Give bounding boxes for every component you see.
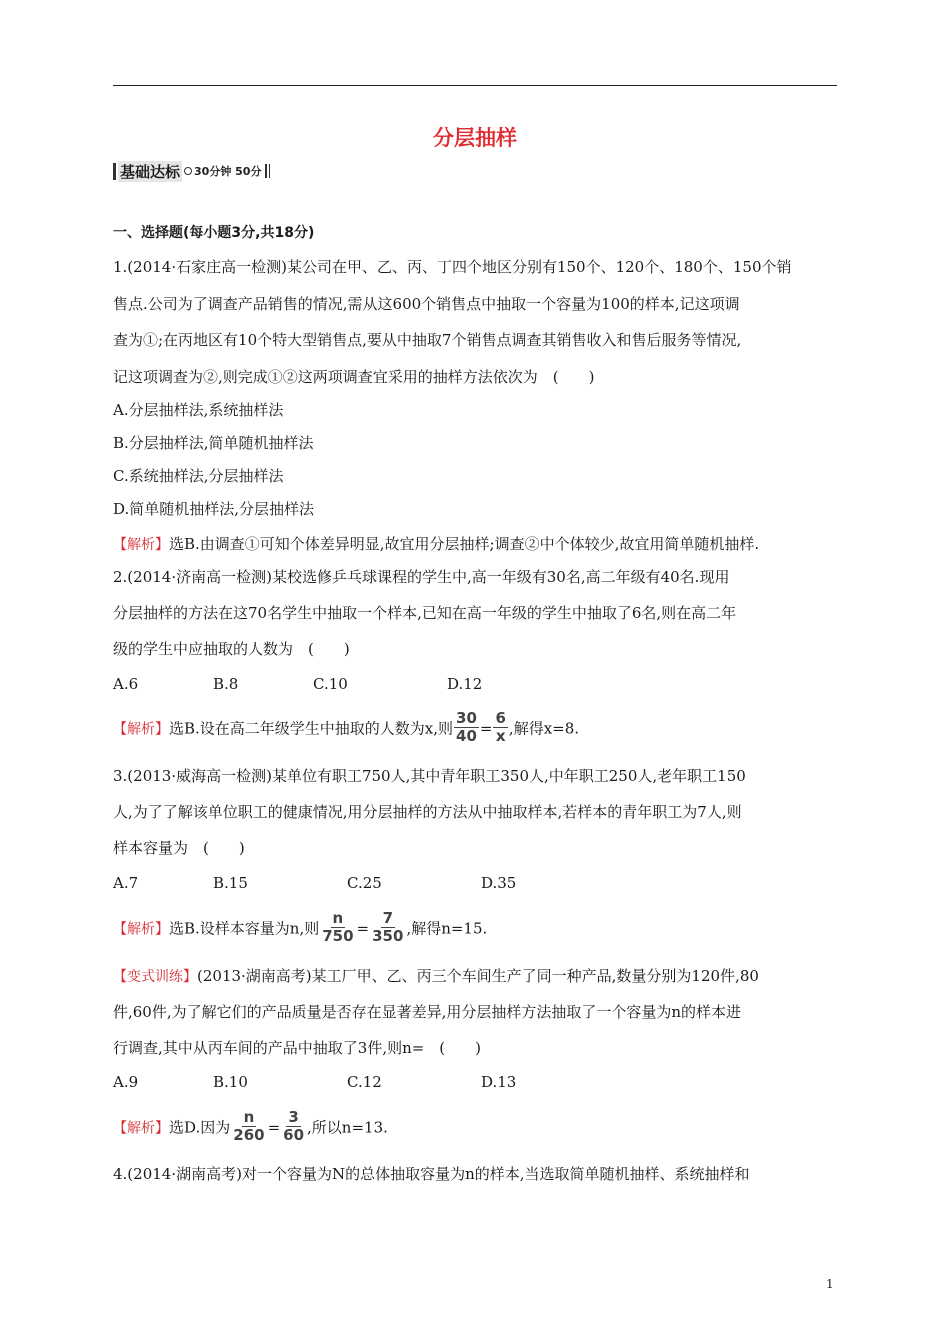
q3-option-c: C.25 — [347, 874, 382, 892]
analysis-result: ,解得x=8. — [508, 719, 580, 738]
equals-sign: = — [356, 919, 370, 938]
q2-option-a: A.6 — [113, 675, 139, 693]
q1-analysis — [113, 533, 853, 556]
level-badge — [113, 160, 270, 182]
page-title: 分层抽样 — [433, 126, 517, 150]
q1-option-b: B.分层抽样法,简单随机抽样法 — [113, 434, 314, 452]
badge-end-bar — [265, 164, 267, 178]
variant-option-a: A.9 — [113, 1073, 139, 1091]
variant-option-c: C.12 — [347, 1073, 382, 1091]
section-heading: 一、选择题(每小题3分,共18分) — [113, 225, 315, 241]
q3-line-2: 人,为了了解该单位职工的健康情况,用分层抽样的方法从中抽取样本,若样本的青年职工为7人,则 — [113, 803, 742, 821]
q2-option-c: C.10 — [313, 675, 348, 693]
analysis-text: 选B.设在高二年级学生中抽取的人数为x,则 — [169, 719, 454, 738]
fraction — [281, 1109, 306, 1144]
fraction-numerator: 3 — [288, 1108, 299, 1126]
variant-line-3: 行调查,其中从丙车间的产品中抽取了3件,则n= ( ) — [113, 1039, 482, 1057]
fraction-denominator: 260 — [233, 1126, 265, 1144]
equals-sign: = — [267, 1118, 281, 1137]
q2-option-d: D.12 — [447, 675, 483, 693]
q3-analysis — [113, 909, 853, 947]
q2-line-2: 分层抽样的方法在这70名学生中抽取一个样本,已知在高一年级的学生中抽取了6名,则在高二年 — [113, 604, 737, 622]
q1-line-1: 1.(2014·石家庄高一检测)某公司在甲、乙、丙、丁四个地区分别有150个、120个、180个、150个销 — [113, 258, 792, 276]
q3-line-1: 3.(2013·威海高一检测)某单位有职工750人,其中青年职工350人,中年职工250人,老年职工150 — [113, 767, 746, 785]
fraction-denominator: 750 — [322, 927, 354, 945]
fraction-numerator: n — [243, 1108, 255, 1126]
q2-line-1: 2.(2014·济南高一检测)某校选修乒乓球课程的学生中,高一年级有30名,高二年级有40名.现用 — [113, 568, 730, 586]
variant-options — [113, 1071, 853, 1093]
fraction-numerator: 30 — [456, 709, 477, 727]
fraction-denominator: 60 — [283, 1126, 305, 1144]
analysis-tag: 【解析】 — [113, 537, 169, 553]
analysis-tag: 【解析】 — [113, 1120, 169, 1137]
fraction — [454, 710, 479, 745]
q3-options — [113, 872, 853, 894]
q2-options — [113, 673, 853, 695]
fraction-numerator: n — [332, 909, 344, 927]
q2-analysis — [113, 709, 853, 747]
badge-label: 基础达标 — [120, 162, 181, 181]
fraction-denominator: x — [495, 727, 506, 745]
fraction-numerator: 6 — [495, 709, 506, 727]
variant-analysis — [113, 1108, 853, 1146]
badge-end-bar-thin — [269, 164, 270, 178]
fraction — [493, 710, 507, 745]
variant-line-1 — [113, 965, 853, 988]
page-number: 1 — [826, 1277, 834, 1291]
analysis-text: 选B.由调查①可知个体差异明显,故宜用分层抽样;调查②中个体较少,故宜用简单随机抽样. — [169, 535, 760, 553]
analysis-tag: 【解析】 — [113, 721, 169, 738]
analysis-result: ,解得n=15. — [406, 919, 488, 938]
badge-bar — [113, 163, 116, 180]
variant-tag: 【变式训练】 — [113, 969, 197, 985]
q3-option-b: B.15 — [213, 874, 248, 892]
q1-option-d: D.简单随机抽样法,分层抽样法 — [113, 500, 315, 518]
q1-line-3: 查为①;在丙地区有10个特大型销售点,要从中抽取7个销售点调查其销售收入和售后服务等情况, — [113, 331, 742, 349]
fraction — [370, 910, 405, 945]
q1-line-2: 售点.公司为了调查产品销售的情况,需从这600个销售点中抽取一个容量为100的样本,记这项调 — [113, 295, 740, 313]
variant-text: (2013·湖南高考)某工厂甲、乙、丙三个车间生产了同一种产品,数量分别为120件,80 — [197, 967, 759, 985]
variant-option-b: B.10 — [213, 1073, 248, 1091]
q1-option-a: A.分层抽样法,系统抽样法 — [113, 401, 284, 419]
fraction-denominator: 350 — [372, 927, 404, 945]
header-rule — [113, 85, 837, 86]
q1-line-4: 记这项调查为②,则完成①②这两项调查宜采用的抽样方法依次为 ( ) — [113, 368, 595, 386]
equals-sign: = — [479, 719, 493, 738]
analysis-text: 选B.设样本容量为n,则 — [169, 919, 320, 938]
clock-icon — [184, 167, 192, 175]
fraction — [320, 910, 355, 945]
analysis-tag: 【解析】 — [113, 921, 169, 938]
variant-option-d: D.13 — [481, 1073, 517, 1091]
q1-option-c: C.系统抽样法,分层抽样法 — [113, 467, 284, 485]
q2-option-b: B.8 — [213, 675, 239, 693]
variant-line-2: 件,60件,为了解它们的产品质量是否存在显著差异,用分层抽样方法抽取了一个容量为n的样本进 — [113, 1003, 742, 1021]
q3-line-3: 样本容量为 ( ) — [113, 839, 245, 857]
fraction — [231, 1109, 266, 1144]
q2-line-3: 级的学生中应抽取的人数为 ( ) — [113, 640, 350, 658]
badge-time: 30分钟 50分 — [194, 165, 262, 178]
analysis-text: 选D.因为 — [169, 1118, 231, 1137]
fraction-numerator: 7 — [382, 909, 393, 927]
analysis-result: ,所以n=13. — [307, 1118, 388, 1137]
q3-option-d: D.35 — [481, 874, 517, 892]
q3-option-a: A.7 — [113, 874, 139, 892]
q4-line-1: 4.(2014·湖南高考)对一个容量为N的总体抽取容量为n的样本,当选取简单随机抽样、系统抽样和 — [113, 1165, 750, 1183]
fraction-denominator: 40 — [456, 727, 477, 745]
